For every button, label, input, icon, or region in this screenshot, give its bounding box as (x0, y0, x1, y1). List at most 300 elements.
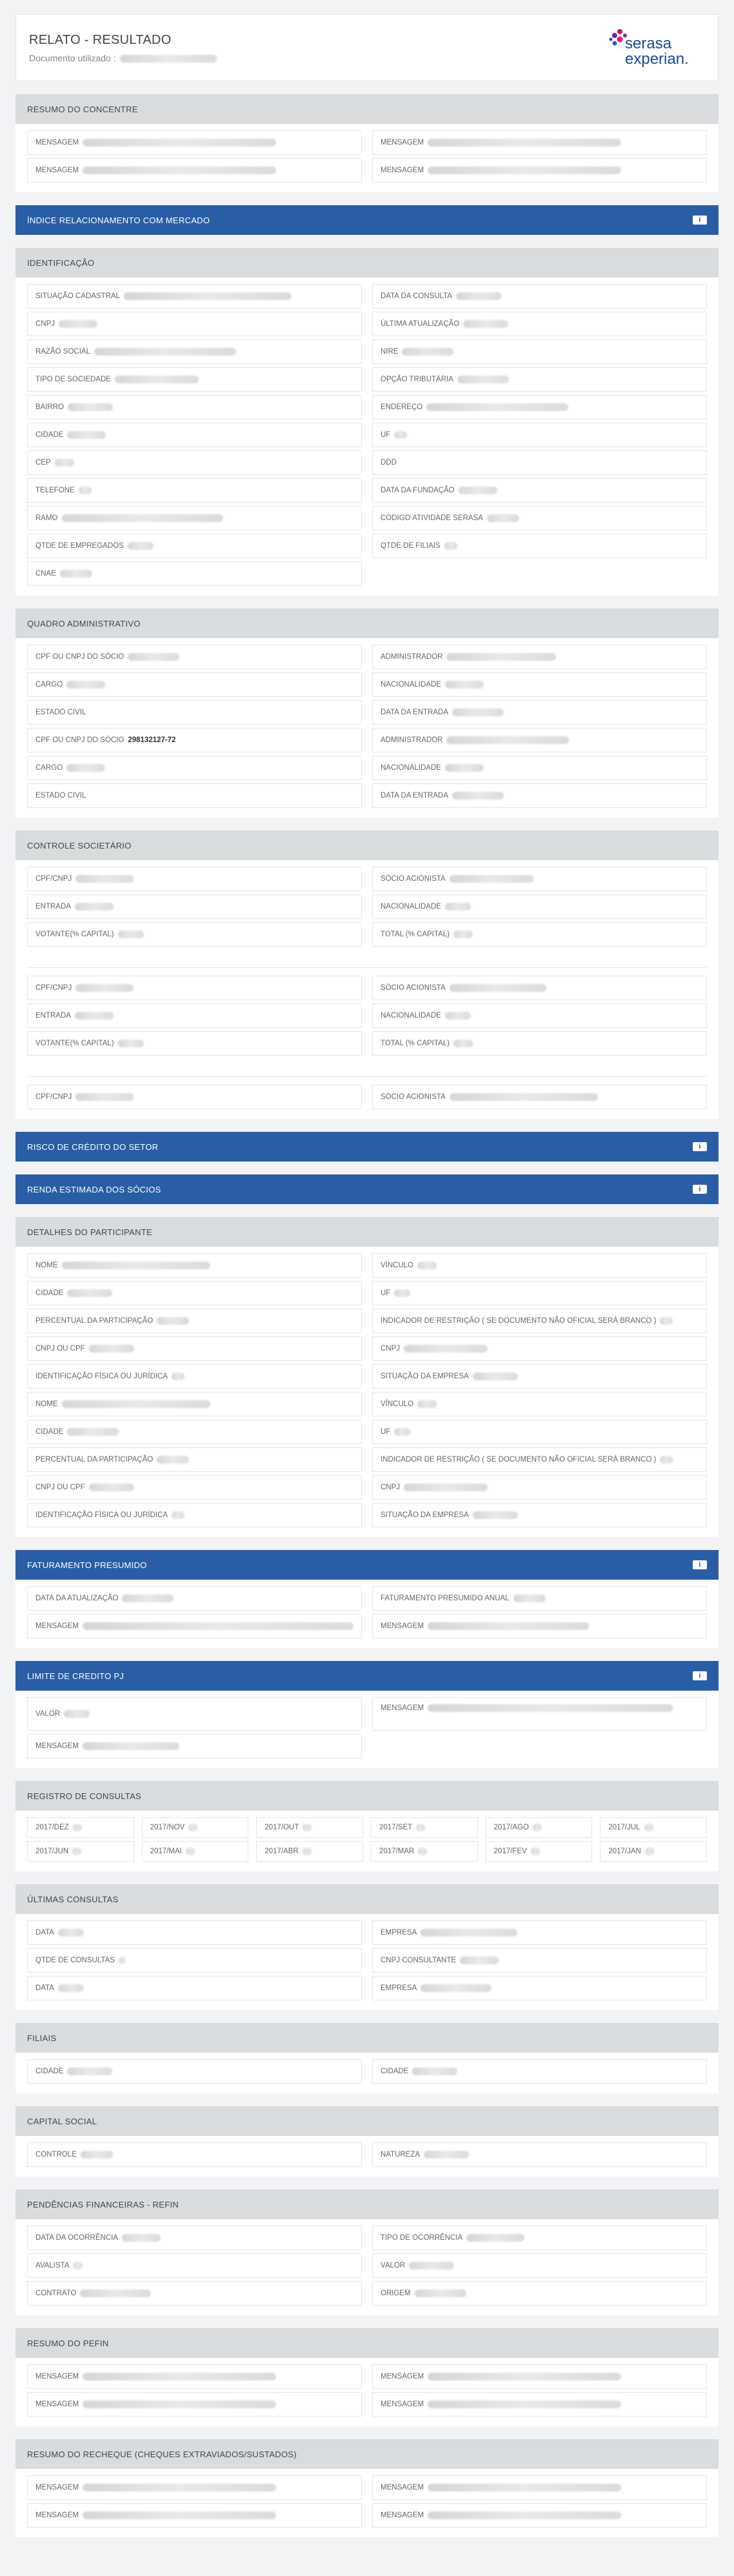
group-divider (27, 1059, 707, 1077)
field-label: VALOR (381, 2262, 406, 2269)
section-title: FATURAMENTO PRESUMIDO (27, 1560, 147, 1570)
field-label: MENSAGEM (381, 2484, 424, 2491)
redacted-value (412, 2068, 457, 2075)
field-label: DATA DA CONSULTA (381, 292, 452, 300)
section-title: RISCO DE CRÉDITO DO SETOR (27, 1142, 159, 1152)
redacted-value (421, 1929, 517, 1937)
field-grid (27, 284, 707, 589)
field-label: ENTRADA (35, 1012, 71, 1020)
field-v-nculo (372, 1392, 707, 1416)
redacted-value (83, 2400, 276, 2408)
section-title: RESUMO DO PEFIN (27, 2338, 109, 2348)
field-label: MENSAGEM (35, 2511, 79, 2519)
field-label: CEP (35, 459, 51, 467)
field-label: DATA (35, 1929, 54, 1937)
field-op-o-tribut-ria (372, 367, 707, 392)
section-body (15, 860, 719, 1119)
field-label: RAZÃO SOCIAL (35, 348, 90, 356)
redacted-value (83, 166, 276, 174)
section-renda (15, 1174, 719, 1204)
field-cnpj (27, 312, 362, 336)
field-label: VOTANTE(% CAPITAL) (35, 931, 114, 938)
redacted-value (67, 2068, 112, 2075)
field-s-cio-acionista (372, 867, 707, 891)
redacted-value (428, 139, 621, 146)
field-label: BAIRRO (35, 403, 64, 411)
field-ltima-atualiza-o (372, 312, 707, 336)
field-ramo (27, 506, 362, 530)
field-label: CPF OU CNPJ DO SÓCIO (35, 736, 124, 744)
redacted-value (402, 348, 453, 356)
redacted-value (459, 487, 497, 494)
redacted-value (463, 320, 508, 328)
section-header-risco[interactable] (15, 1132, 719, 1162)
redacted-value (446, 736, 569, 744)
redacted-value (421, 1984, 491, 1992)
field-label: MENSAGEM (35, 1622, 79, 1630)
section-body (15, 1247, 719, 1537)
section-title: PENDÊNCIAS FINANCEIRAS - REFIN (27, 2199, 179, 2209)
section-participante (15, 1217, 719, 1537)
field-label: NOME (35, 1262, 58, 1269)
field-label: ORIGEM (381, 2289, 411, 2297)
section-registro (15, 1781, 719, 1871)
section-body (15, 1811, 719, 1871)
field-v-nculo (372, 1253, 707, 1278)
field-mensagem (372, 1614, 707, 1638)
field-label: TELEFONE (35, 487, 75, 494)
redacted-value (83, 1622, 353, 1630)
field-grid (27, 867, 707, 1112)
redacted-value (172, 1511, 184, 1519)
field-tipo-de-sociedade (27, 367, 362, 392)
info-icon[interactable]: i (693, 216, 707, 225)
field-label: MENSAGEM (381, 2373, 424, 2380)
field-mensagem (372, 158, 707, 183)
month-cell (371, 1817, 478, 1838)
redacted-value (122, 1595, 174, 1602)
redacted-value (58, 1984, 84, 1992)
month-label: 2017/MAI (150, 1847, 182, 1855)
field-s-cio-acionista (372, 1085, 707, 1109)
section-header-indice[interactable] (15, 205, 719, 235)
field-label: CIDADE (381, 2068, 409, 2075)
field-grid (27, 2226, 707, 2309)
redacted-value (303, 1824, 312, 1831)
field-cidade (27, 1420, 362, 1444)
redacted-value (418, 1847, 427, 1855)
section-body (15, 1580, 719, 1648)
redacted-value (445, 681, 484, 689)
field-tipo-de-ocorr-ncia (372, 2226, 707, 2250)
redacted-value (428, 2484, 621, 2491)
field-label: NOME (35, 1400, 58, 1408)
field-mensagem (372, 2364, 707, 2389)
redacted-value (186, 1847, 195, 1855)
field-label: SÓCIO ACIONISTA (381, 1093, 446, 1101)
section-header-faturamento[interactable] (15, 1550, 719, 1580)
field-data-da-atualiza-o (27, 1586, 362, 1611)
section-header-renda[interactable] (15, 1174, 719, 1204)
redacted-value (72, 1847, 81, 1855)
redacted-value (119, 1957, 125, 1964)
field-label: VOTANTE(% CAPITAL) (35, 1040, 114, 1047)
document-label: Documento utilizado : (29, 53, 116, 63)
field-nacionalidade (372, 672, 707, 697)
field-label: IDENTIFICAÇÃO FÍSICA OU JURÍDICA (35, 1511, 168, 1519)
field-label: CONTRATO (35, 2289, 77, 2297)
redacted-value (157, 1456, 189, 1464)
redacted-value (452, 792, 504, 800)
info-icon[interactable]: i (693, 1185, 707, 1194)
field-origem (372, 2281, 707, 2306)
field-uf (372, 1420, 707, 1444)
section-indice (15, 205, 719, 235)
field-label: PERCENTUAL DA PARTICIPAÇÃO (35, 1456, 154, 1464)
field-uf (372, 1281, 707, 1305)
field-label: CARGO (35, 681, 63, 689)
field-valor (27, 1697, 362, 1731)
field-label: MENSAGEM (381, 2511, 424, 2519)
redacted-value (645, 1847, 654, 1855)
field-label: MENSAGEM (381, 2400, 424, 2408)
field-label: IDENTIFICAÇÃO FÍSICA OU JURÍDICA (35, 1373, 168, 1380)
section-faturamento (15, 1550, 719, 1648)
field-total-capital (372, 1031, 707, 1056)
redacted-value (473, 1511, 518, 1519)
logo-text-serasa: serasa (625, 35, 672, 52)
section-title: ÍNDICE RELACIONAMENTO COM MERCADO (27, 215, 210, 225)
field-grid (27, 2475, 707, 2531)
redacted-value (75, 984, 134, 992)
field-label: CPF/CNPJ (35, 1093, 72, 1101)
field-label: FATURAMENTO PRESUMIDO ANUAL (381, 1595, 510, 1602)
section-ultimas (15, 1884, 719, 2010)
month-cell (371, 1841, 478, 1862)
field-cpf-ou-cnpj-do-s-cio (27, 728, 362, 752)
redacted-value (453, 1040, 473, 1047)
field-nacionalidade (372, 1003, 707, 1028)
field-label: DATA DA ENTRADA (381, 709, 449, 716)
redacted-value (73, 1824, 82, 1831)
field-nacionalidade (372, 894, 707, 919)
field-endere-o (372, 395, 707, 419)
field-mensagem (27, 1734, 362, 1758)
redacted-value (122, 2234, 161, 2242)
field-bairro (27, 395, 362, 419)
field-label: PERCENTUAL DA PARTICIPAÇÃO (35, 1317, 154, 1325)
field-label: CPF/CNPJ (35, 984, 72, 992)
redacted-value (75, 875, 134, 883)
section-quadro (15, 609, 719, 818)
month-label: 2017/AGO (493, 1824, 529, 1831)
redacted-value (487, 514, 519, 522)
redacted-value (415, 2289, 466, 2297)
info-icon[interactable]: i (693, 1142, 707, 1151)
field-label: ESTADO CIVIL (35, 792, 86, 800)
section-header-capital (15, 2106, 719, 2136)
field-label: UF (381, 431, 391, 439)
field-cargo (27, 756, 362, 780)
section-title: CONTROLE SOCIETÁRIO (27, 840, 132, 850)
redacted-value (118, 1040, 144, 1047)
field-mensagem (372, 2392, 707, 2417)
redacted-value (66, 681, 105, 689)
field-data-da-consulta (372, 284, 707, 308)
section-title: RENDA ESTIMADA DOS SÓCIOS (27, 1184, 161, 1194)
field-label: ÚLTIMA ATUALIZAÇÃO (381, 320, 460, 328)
field-telefone (27, 478, 362, 503)
month-cell (486, 1841, 593, 1862)
redacted-value (303, 1847, 312, 1855)
field-cidade (27, 423, 362, 447)
field-contrato (27, 2281, 362, 2306)
month-label: 2017/JUN (35, 1847, 69, 1855)
field-label: DDD (381, 459, 397, 467)
redacted-value (457, 376, 509, 383)
redacted-value (394, 1428, 410, 1436)
field-grid (27, 2059, 707, 2087)
field-mensagem (372, 2503, 707, 2528)
field-votante-capital (27, 1031, 362, 1056)
section-body (15, 277, 719, 596)
field-label: SITUAÇÃO DA EMPRESA (381, 1511, 469, 1519)
field-estado-civil (27, 700, 362, 725)
section-title: QUADRO ADMINISTRATIVO (27, 618, 141, 629)
field-grid (27, 1920, 707, 2004)
field-label: MENSAGEM (35, 2400, 79, 2408)
field-cnae (27, 561, 362, 586)
field-cidade (27, 1281, 362, 1305)
serasa-experian-logo (608, 26, 705, 69)
section-header-quadro (15, 609, 719, 638)
field-controle (27, 2142, 362, 2167)
section-header-concentre (15, 94, 719, 124)
field-label: DATA DA FUNDAÇÃO (381, 487, 455, 494)
field-mensagem (372, 2475, 707, 2500)
redacted-value (445, 903, 471, 911)
field-label: SÓCIO ACIONISTA (381, 984, 446, 992)
field-total-capital (372, 922, 707, 947)
field-grid (27, 2364, 707, 2420)
field-identifica-o-f-sica-ou-jur-dica (27, 1364, 362, 1389)
redacted-value (445, 764, 484, 772)
redacted-value (445, 1012, 471, 1020)
field-data-da-funda-o (372, 478, 707, 503)
redacted-value (68, 403, 113, 411)
field-avalista (27, 2253, 362, 2278)
field-label: CNPJ CONSULTANTE (381, 1957, 457, 1964)
field-mensagem (27, 2392, 362, 2417)
section-body (15, 2136, 719, 2177)
field-grid (27, 1697, 707, 1762)
field-identifica-o-f-sica-ou-jur-dica (27, 1503, 362, 1527)
field-label: DATA DA OCORRÊNCIA (35, 2234, 119, 2242)
field-label: CÓDIGO ATIVIDADE SERASA (381, 514, 483, 522)
section-title: ÚLTIMAS CONSULTAS (27, 1894, 119, 1904)
redacted-value (404, 1484, 488, 1491)
redacted-value (644, 1824, 653, 1831)
field-s-cio-acionista (372, 976, 707, 1000)
field-nome (27, 1253, 362, 1278)
logo-text-experian: experian. (625, 50, 689, 68)
field-label: MENSAGEM (381, 1622, 424, 1630)
field-qtde-de-consultas (27, 1948, 362, 1973)
field-label: SITUAÇÃO CADASTRAL (35, 292, 120, 300)
redacted-value (83, 2484, 276, 2491)
field-cpf-ou-cnpj-do-s-cio (27, 645, 362, 669)
redacted-value (426, 403, 568, 411)
field-label: TOTAL (% CAPITAL) (381, 1040, 450, 1047)
month-cell (256, 1817, 363, 1838)
field-uf (372, 423, 707, 447)
field-administrador (372, 728, 707, 752)
redacted-value (89, 1345, 134, 1353)
section-capital (15, 2106, 719, 2177)
field-nacionalidade (372, 756, 707, 780)
month-cell (486, 1817, 593, 1838)
section-recheque (15, 2439, 719, 2537)
field-label: MENSAGEM (381, 139, 424, 146)
field-label: MENSAGEM (381, 166, 424, 174)
field-label: INDICADOR DE RESTRIÇÃO ( SE DOCUMENTO NÃO OFICIAL SERÁ BRANCO ) (381, 1456, 657, 1464)
section-header-limite[interactable] (15, 1661, 719, 1691)
field-label: MENSAGEM (381, 1704, 424, 1712)
field-cpf-cnpj (27, 976, 362, 1000)
field-label: CIDADE (35, 1428, 64, 1436)
field-cidade (27, 2059, 362, 2084)
redacted-value (404, 1345, 488, 1353)
field-percentual-da-participa-o (27, 1309, 362, 1333)
field-indicador-de-restri-o-se-documento-n-o-oficial-ser-branco (372, 1309, 707, 1333)
info-icon[interactable]: i (693, 1560, 707, 1569)
field-nire (372, 339, 707, 364)
field-percentual-da-participa-o (27, 1447, 362, 1472)
redacted-value (62, 514, 223, 522)
field-label: MENSAGEM (35, 1742, 79, 1750)
field-entrada (27, 894, 362, 919)
month-cell (27, 1841, 134, 1862)
field-grid (27, 1817, 707, 1865)
field-mensagem (27, 2475, 362, 2500)
redacted-value (452, 709, 504, 716)
redacted-value (466, 2234, 524, 2242)
field-label: SITUAÇÃO DA EMPRESA (381, 1373, 469, 1380)
redacted-value (172, 1373, 184, 1380)
month-label: 2017/ABR (264, 1847, 299, 1855)
field-label: NACIONALIDADE (381, 681, 441, 689)
section-header-filiais (15, 2023, 719, 2053)
redacted-value (89, 1484, 134, 1491)
field-faturamento-presumido-anual (372, 1586, 707, 1611)
redacted-value (64, 1710, 90, 1718)
field-label: NIRE (381, 348, 399, 356)
report-header (15, 14, 719, 81)
redacted-value (428, 1704, 673, 1712)
section-body (15, 2358, 719, 2426)
redacted-value (75, 1012, 114, 1020)
redacted-value (417, 1262, 437, 1269)
field-mensagem (27, 2503, 362, 2528)
redacted-value (62, 1400, 210, 1408)
field-nome (27, 1392, 362, 1416)
field-grid (27, 1586, 707, 1642)
field-label: ADMINISTRADOR (381, 653, 443, 661)
redacted-value (428, 2511, 621, 2519)
field-grid (27, 645, 707, 811)
redacted-value (460, 1957, 499, 1964)
page-title: RELATO - RESULTADO (29, 33, 172, 47)
month-cell (142, 1817, 249, 1838)
section-title: LIMITE DE CREDITO PJ (27, 1671, 124, 1681)
field-label: MENSAGEM (35, 166, 79, 174)
redacted-value (424, 2151, 469, 2158)
field-cnpj-ou-cpf (27, 1336, 362, 1361)
section-header-ultimas (15, 1884, 719, 1914)
month-label: 2017/SET (379, 1824, 413, 1831)
field-label: CPF/CNPJ (35, 875, 72, 883)
redacted-value (428, 1622, 589, 1630)
section-refin (15, 2189, 719, 2315)
section-filiais (15, 2023, 719, 2093)
field-mensagem (27, 1614, 362, 1638)
month-cell (600, 1841, 707, 1862)
redacted-value (417, 1400, 437, 1408)
month-label: 2017/NOV (150, 1824, 185, 1831)
redacted-value (83, 139, 276, 146)
redacted-value (157, 1317, 189, 1325)
section-title: RESUMO DO CONCENTRE (27, 104, 138, 114)
section-title: RESUMO DO RECHEQUE (CHEQUES EXTRAVIADOS/SUSTADOS) (27, 2449, 297, 2459)
month-cell (256, 1841, 363, 1862)
info-icon[interactable]: i (693, 1671, 707, 1680)
field-label: INDICADOR DE RESTRIÇÃO ( SE DOCUMENTO NÃO OFICIAL SERÁ BRANCO ) (381, 1317, 657, 1325)
month-cell (600, 1817, 707, 1838)
month-cell (142, 1841, 249, 1862)
field-label: DATA (35, 1984, 54, 1992)
field-label: NACIONALIDADE (381, 764, 441, 772)
field-mensagem (372, 1697, 707, 1731)
month-label: 2017/DEZ (35, 1824, 69, 1831)
month-label: 2017/MAR (379, 1847, 415, 1855)
redacted-value (115, 376, 199, 383)
field-data (27, 1976, 362, 2000)
redacted-value (394, 431, 407, 439)
field-label: CONTROLE (35, 2151, 77, 2158)
field-data-da-entrada (372, 700, 707, 725)
section-header-refin (15, 2189, 719, 2219)
section-controle (15, 830, 719, 1119)
field-label: NACIONALIDADE (381, 903, 441, 911)
field-label: NATUREZA (381, 2151, 421, 2158)
section-title: FILIAIS (27, 2033, 57, 2043)
field-cnpj-consultante (372, 1948, 707, 1973)
field-votante-capital (27, 922, 362, 947)
field-label: DATA DA ENTRADA (381, 792, 449, 800)
field-label: CNAE (35, 570, 56, 578)
section-title: CAPITAL SOCIAL (27, 2116, 97, 2126)
field-cpf-cnpj (27, 867, 362, 891)
field-label: UF (381, 1428, 391, 1436)
redacted-value (444, 542, 457, 550)
field-label: CIDADE (35, 431, 64, 439)
field-label: TOTAL (% CAPITAL) (381, 931, 450, 938)
field-label: CARGO (35, 764, 63, 772)
redacted-value (73, 2262, 83, 2269)
field-label: QTDE DE FILIAIS (381, 542, 441, 550)
month-label: 2017/JUL (608, 1824, 640, 1831)
section-body (15, 1914, 719, 2010)
